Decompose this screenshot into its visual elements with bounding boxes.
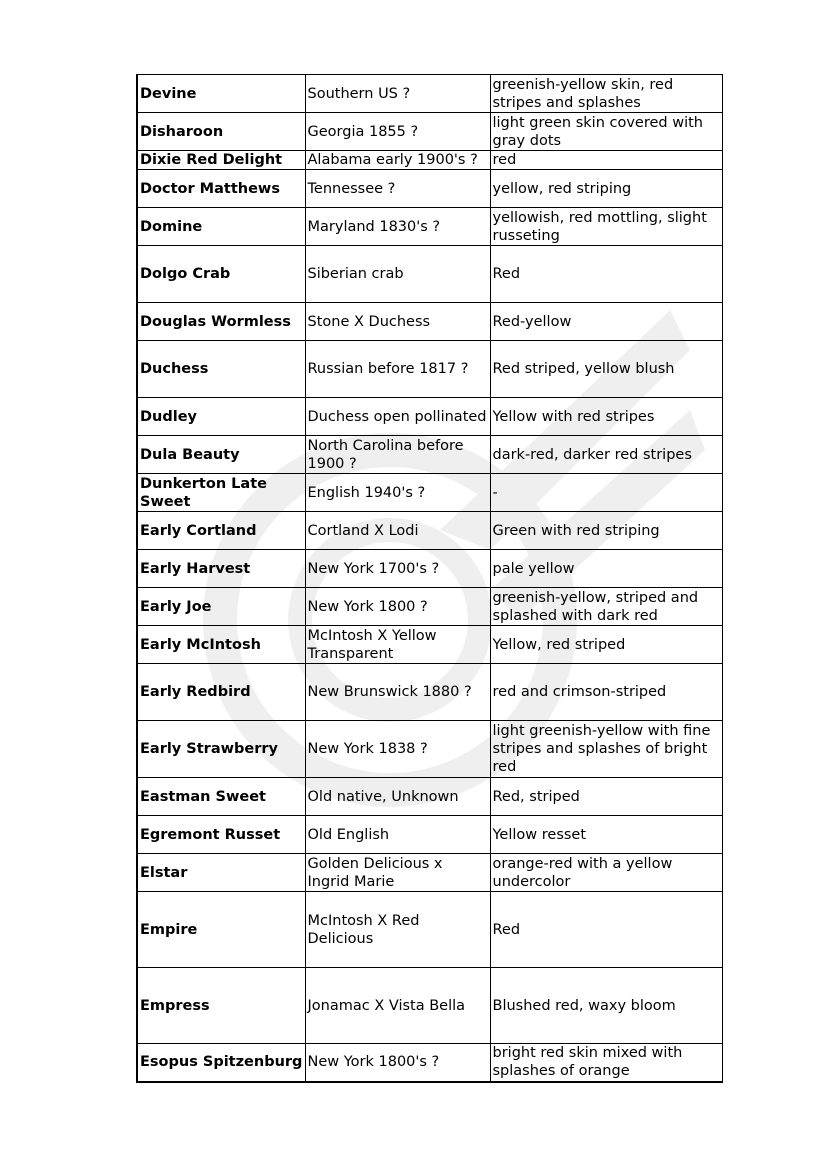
variety-name-cell: Dunkerton Late Sweet bbox=[137, 474, 305, 512]
variety-name-cell: Dudley bbox=[137, 398, 305, 436]
variety-name-cell: Empress bbox=[137, 968, 305, 1044]
table-row bbox=[137, 208, 722, 246]
origin-cell: Duchess open pollinated bbox=[305, 398, 490, 436]
color-description-cell: Red-yellow bbox=[490, 303, 722, 341]
table-row bbox=[137, 151, 722, 170]
origin-cell: Southern US ? bbox=[305, 75, 490, 113]
variety-name-cell: Early Cortland bbox=[137, 512, 305, 550]
color-description-cell: yellow, red striping bbox=[490, 170, 722, 208]
origin-cell: Georgia 1855 ? bbox=[305, 113, 490, 151]
table-row bbox=[137, 512, 722, 550]
variety-name-cell: Egremont Russet bbox=[137, 816, 305, 854]
table-row bbox=[137, 816, 722, 854]
table-row bbox=[137, 303, 722, 341]
origin-cell: Siberian crab bbox=[305, 246, 490, 303]
origin-cell: Russian before 1817 ? bbox=[305, 341, 490, 398]
apple-varieties-table bbox=[136, 74, 723, 1083]
variety-name-cell: Esopus Spitzenburg bbox=[137, 1044, 305, 1082]
origin-cell: Stone X Duchess bbox=[305, 303, 490, 341]
table-row bbox=[137, 1044, 722, 1082]
origin-cell: New York 1800 ? bbox=[305, 588, 490, 626]
color-description-cell: greenish-yellow skin, red stripes and splashes bbox=[490, 75, 722, 113]
origin-cell: Old native, Unknown bbox=[305, 778, 490, 816]
variety-name-cell: Dixie Red Delight bbox=[137, 151, 305, 170]
table-row bbox=[137, 626, 722, 664]
table-row bbox=[137, 436, 722, 474]
variety-name-cell: Duchess bbox=[137, 341, 305, 398]
color-description-cell: Red bbox=[490, 246, 722, 303]
variety-name-cell: Eastman Sweet bbox=[137, 778, 305, 816]
color-description-cell: pale yellow bbox=[490, 550, 722, 588]
origin-cell: New York 1700's ? bbox=[305, 550, 490, 588]
variety-name-cell: Early Redbird bbox=[137, 664, 305, 721]
origin-cell: Cortland X Lodi bbox=[305, 512, 490, 550]
color-description-cell: yellowish, red mottling, slight russeting bbox=[490, 208, 722, 246]
table-row bbox=[137, 75, 722, 113]
color-description-cell: Red, striped bbox=[490, 778, 722, 816]
color-description-cell: light green skin covered with gray dots bbox=[490, 113, 722, 151]
origin-cell: Maryland 1830's ? bbox=[305, 208, 490, 246]
variety-name-cell: Doctor Matthews bbox=[137, 170, 305, 208]
table-row bbox=[137, 854, 722, 892]
table-row bbox=[137, 721, 722, 778]
table-row bbox=[137, 113, 722, 151]
color-description-cell: greenish-yellow, striped and splashed with dark red bbox=[490, 588, 722, 626]
table-row bbox=[137, 550, 722, 588]
table-row bbox=[137, 778, 722, 816]
color-description-cell: Red bbox=[490, 892, 722, 968]
variety-name-cell: Disharoon bbox=[137, 113, 305, 151]
color-description-cell: Red striped, yellow blush bbox=[490, 341, 722, 398]
color-description-cell: Blushed red, waxy bloom bbox=[490, 968, 722, 1044]
variety-name-cell: Domine bbox=[137, 208, 305, 246]
origin-cell: Tennessee ? bbox=[305, 170, 490, 208]
origin-cell: English 1940's ? bbox=[305, 474, 490, 512]
table-row bbox=[137, 588, 722, 626]
table-row bbox=[137, 398, 722, 436]
table-row bbox=[137, 474, 722, 512]
color-description-cell: light greenish-yellow with fine stripes and splashes of bright red bbox=[490, 721, 722, 778]
color-description-cell: Green with red striping bbox=[490, 512, 722, 550]
origin-cell: North Carolina before 1900 ? bbox=[305, 436, 490, 474]
variety-name-cell: Dula Beauty bbox=[137, 436, 305, 474]
color-description-cell: Yellow with red stripes bbox=[490, 398, 722, 436]
origin-cell: Jonamac X Vista Bella bbox=[305, 968, 490, 1044]
variety-name-cell: Early Strawberry bbox=[137, 721, 305, 778]
origin-cell: New Brunswick 1880 ? bbox=[305, 664, 490, 721]
variety-name-cell: Elstar bbox=[137, 854, 305, 892]
origin-cell: Alabama early 1900's ? bbox=[305, 151, 490, 170]
color-description-cell: orange-red with a yellow undercolor bbox=[490, 854, 722, 892]
variety-name-cell: Early Joe bbox=[137, 588, 305, 626]
variety-name-cell: Early Harvest bbox=[137, 550, 305, 588]
color-description-cell: red and crimson-striped bbox=[490, 664, 722, 721]
variety-name-cell: Devine bbox=[137, 75, 305, 113]
table-row bbox=[137, 341, 722, 398]
origin-cell: Golden Delicious x Ingrid Marie bbox=[305, 854, 490, 892]
color-description-cell: Yellow resset bbox=[490, 816, 722, 854]
color-description-cell: dark-red, darker red stripes bbox=[490, 436, 722, 474]
origin-cell: Old English bbox=[305, 816, 490, 854]
origin-cell: McIntosh X Red Delicious bbox=[305, 892, 490, 968]
variety-name-cell: Empire bbox=[137, 892, 305, 968]
color-description-cell: red bbox=[490, 151, 722, 170]
origin-cell: McIntosh X Yellow Transparent bbox=[305, 626, 490, 664]
table-row bbox=[137, 892, 722, 968]
color-description-cell: bright red skin mixed with splashes of orange bbox=[490, 1044, 722, 1082]
origin-cell: New York 1838 ? bbox=[305, 721, 490, 778]
origin-cell: New York 1800's ? bbox=[305, 1044, 490, 1082]
table-row bbox=[137, 968, 722, 1044]
table-row bbox=[137, 664, 722, 721]
table-body bbox=[137, 75, 722, 1082]
table-row bbox=[137, 246, 722, 303]
variety-name-cell: Douglas Wormless bbox=[137, 303, 305, 341]
table-row bbox=[137, 170, 722, 208]
variety-name-cell: Dolgo Crab bbox=[137, 246, 305, 303]
variety-name-cell: Early McIntosh bbox=[137, 626, 305, 664]
color-description-cell: Yellow, red striped bbox=[490, 626, 722, 664]
color-description-cell: - bbox=[490, 474, 722, 512]
